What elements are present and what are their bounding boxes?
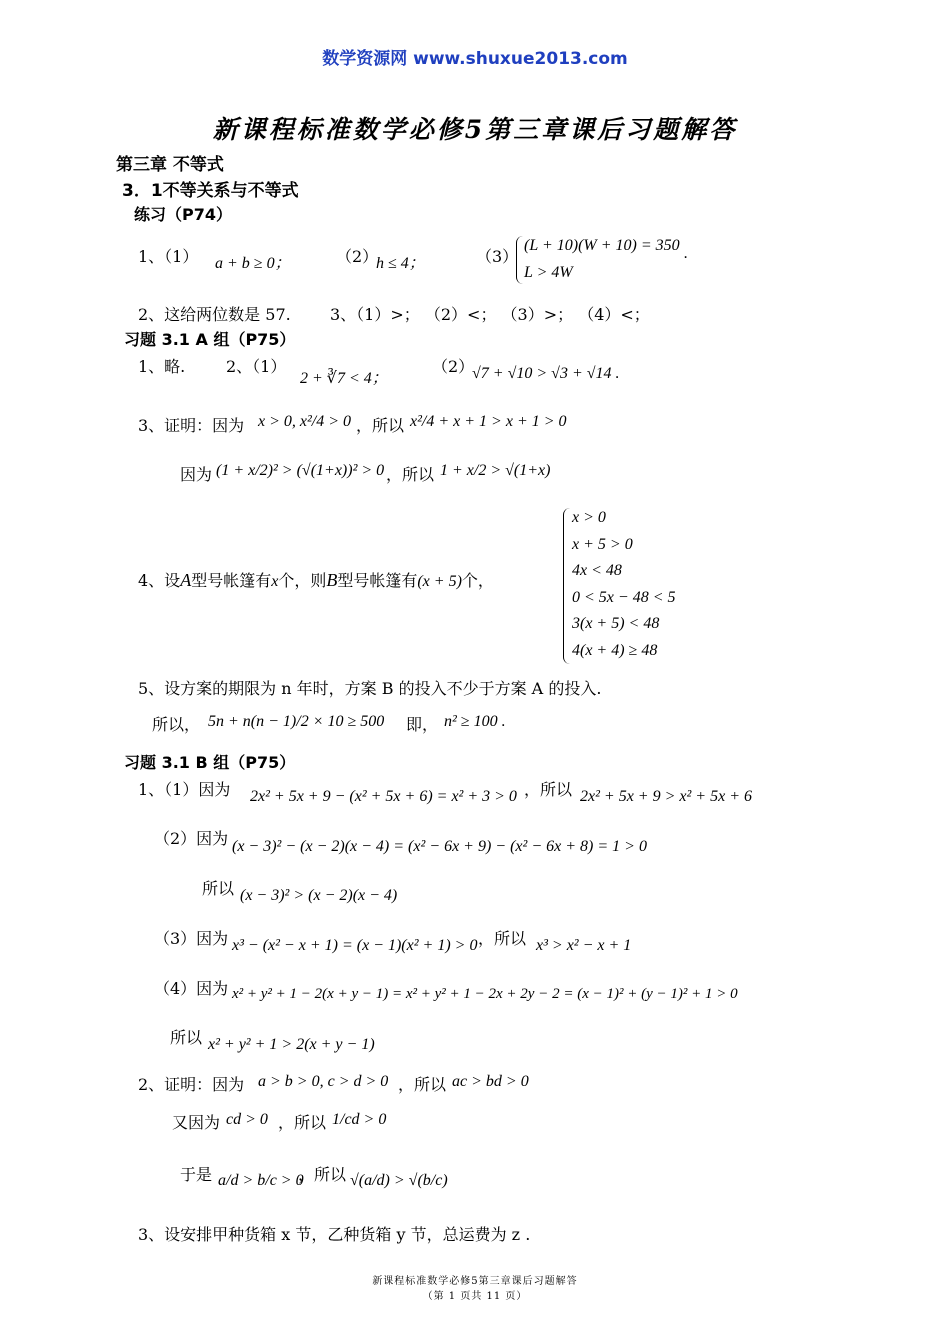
brace <box>563 508 570 664</box>
system-line: 3(x + 5) < 48 <box>572 615 660 632</box>
var: (x + 5) <box>417 573 462 590</box>
formula: x² + y² + 1 − 2(x + y − 1) = x² + y² + 1 − 2x + 2y − 2 = (x − 1)² + (y − 1)² + 1 > 0 <box>232 986 738 1002</box>
var: x <box>271 573 279 590</box>
brace <box>516 236 523 284</box>
text: 4、设 <box>138 571 181 590</box>
formula: √(a/d) > √(b/c) <box>350 1172 448 1189</box>
answer-text: ，所以 <box>478 929 527 948</box>
system-line: x + 5 > 0 <box>572 536 633 553</box>
site-header[interactable] <box>0 44 950 69</box>
formula: (x − 3)² > (x − 2)(x − 4) <box>240 887 398 904</box>
system-line: 4x < 48 <box>572 562 622 579</box>
answer-text: （4）因为 <box>154 979 229 998</box>
formula: 2x² + 5x + 9 > x² + 5x + 6 <box>580 788 752 805</box>
footer-title: 新课程标准数学必修5第三章课后习题解答 <box>372 1276 578 1287</box>
answer-text: 1、略. <box>138 357 186 376</box>
site-name: 数学资源网 <box>322 49 408 69</box>
q-number: （2） <box>336 247 379 266</box>
formula: (L + 10)(W + 10) = 350 <box>524 237 680 254</box>
chapter-heading: 第三章 不等式 <box>116 155 224 175</box>
formula: a + b ≥ 0； <box>215 255 291 272</box>
formula: . <box>684 245 688 262</box>
exercise-b-heading: 习题 3.1 B 组（P75） <box>124 753 296 772</box>
var: B <box>326 570 338 590</box>
answer-text: 因为 <box>180 465 213 484</box>
formula: √7 + √10 > √3 + √14 . <box>472 365 620 382</box>
q-number: （2） <box>432 357 475 376</box>
q-number: （3） <box>476 247 519 266</box>
answer-text: 于是 <box>180 1165 213 1184</box>
formula: x²/4 + x + 1 > x + 1 > 0 <box>410 413 567 430</box>
answer-text: ，所以 <box>356 416 405 435</box>
system-line: 4(x + 4) ≥ 48 <box>572 642 658 659</box>
text: 型号帐篷有 <box>337 571 418 590</box>
formula: 1/cd > 0 <box>332 1111 387 1128</box>
formula: 2 + ∛7 < 4； <box>300 370 388 387</box>
answer-text: ，所以 <box>278 1113 327 1132</box>
var: A <box>180 570 192 590</box>
formula: x³ > x² − x + 1 <box>536 937 632 954</box>
practice-heading: 练习（P74） <box>134 205 232 224</box>
text: 型号帐篷有 <box>191 571 272 590</box>
section-heading: 3．1不等关系与不等式 <box>122 181 299 201</box>
answer-text: ，所以 <box>398 1075 447 1094</box>
answer-text: 所以 <box>202 879 235 898</box>
formula: 2x² + 5x + 9 − (x² + 5x + 6) = x² + 3 > 0 <box>250 788 517 805</box>
site-url[interactable]: www.shuxue2013.com <box>413 49 628 69</box>
system-line: x > 0 <box>572 509 606 526</box>
footer-page: （第 1 页共 11 页） <box>422 1291 528 1302</box>
formula: cd > 0 <box>226 1111 268 1128</box>
answer-text: ，所以 <box>386 465 435 484</box>
answer-text: 2、这给两位数是 57. <box>138 305 291 324</box>
formula: a/d > b/c > 0 <box>218 1172 304 1189</box>
q-number: 1、（1） <box>138 247 199 266</box>
exercise-a-heading: 习题 3.1 A 组（P75） <box>124 330 296 349</box>
formula: x² + y² + 1 > 2(x + y − 1) <box>208 1036 375 1053</box>
answer-text: 3、设安排甲种货箱 x 节，乙种货箱 y 节，总运费为 z . <box>138 1225 531 1244</box>
formula: h ≤ 4； <box>376 255 425 272</box>
formula: a > b > 0, c > d > 0 <box>258 1073 389 1090</box>
formula: (x − 3)² − (x − 2)(x − 4) = (x² − 6x + 9) − (x² − 6x + 8) = 1 > 0 <box>232 838 647 855</box>
answer-text: 1、（1）因为 <box>138 780 231 799</box>
answer-text: （2）因为 <box>154 829 229 848</box>
answer-text <box>138 568 494 591</box>
answer-text: 所以， <box>152 715 201 734</box>
answer-text: ，所以 <box>298 1165 347 1184</box>
formula: 1 + x/2 > √(1+x) <box>440 462 551 479</box>
formula: ac > bd > 0 <box>452 1073 529 1090</box>
q-number: 2、（1） <box>226 357 287 376</box>
formula: x³ − (x² − x + 1) = (x − 1)(x² + 1) > 0 <box>232 937 478 954</box>
answer-text: 即， <box>406 715 439 734</box>
answer-text: 所以 <box>170 1028 203 1047</box>
answer-text: 3、（1）>； （2）<； （3）>； （4）<； <box>330 305 650 324</box>
answer-text: 又因为 <box>172 1113 221 1132</box>
answer-text: 3、证明：因为 <box>138 416 245 435</box>
formula: x > 0, x²/4 > 0 <box>258 413 352 430</box>
page-title: 新课程标准数学必修5第三章课后习题解答 <box>212 115 738 144</box>
answer-text: 5、设方案的期限为 n 年时，方案 B 的投入不少于方案 A 的投入. <box>138 679 602 698</box>
text: 个，则 <box>278 571 327 590</box>
formula: (1 + x/2)² > (√(1+x))² > 0 <box>216 462 385 479</box>
answer-text: 2、证明：因为 <box>138 1075 245 1094</box>
answer-text: （3）因为 <box>154 929 229 948</box>
text: 个， <box>461 571 494 590</box>
system-line: 0 < 5x − 48 < 5 <box>572 589 676 606</box>
formula: L > 4W <box>524 264 573 281</box>
answer-text: ，所以 <box>524 780 573 799</box>
formula: n² ≥ 100 . <box>444 713 506 730</box>
formula: 5n + n(n − 1)/2 × 10 ≥ 500 <box>208 713 385 730</box>
